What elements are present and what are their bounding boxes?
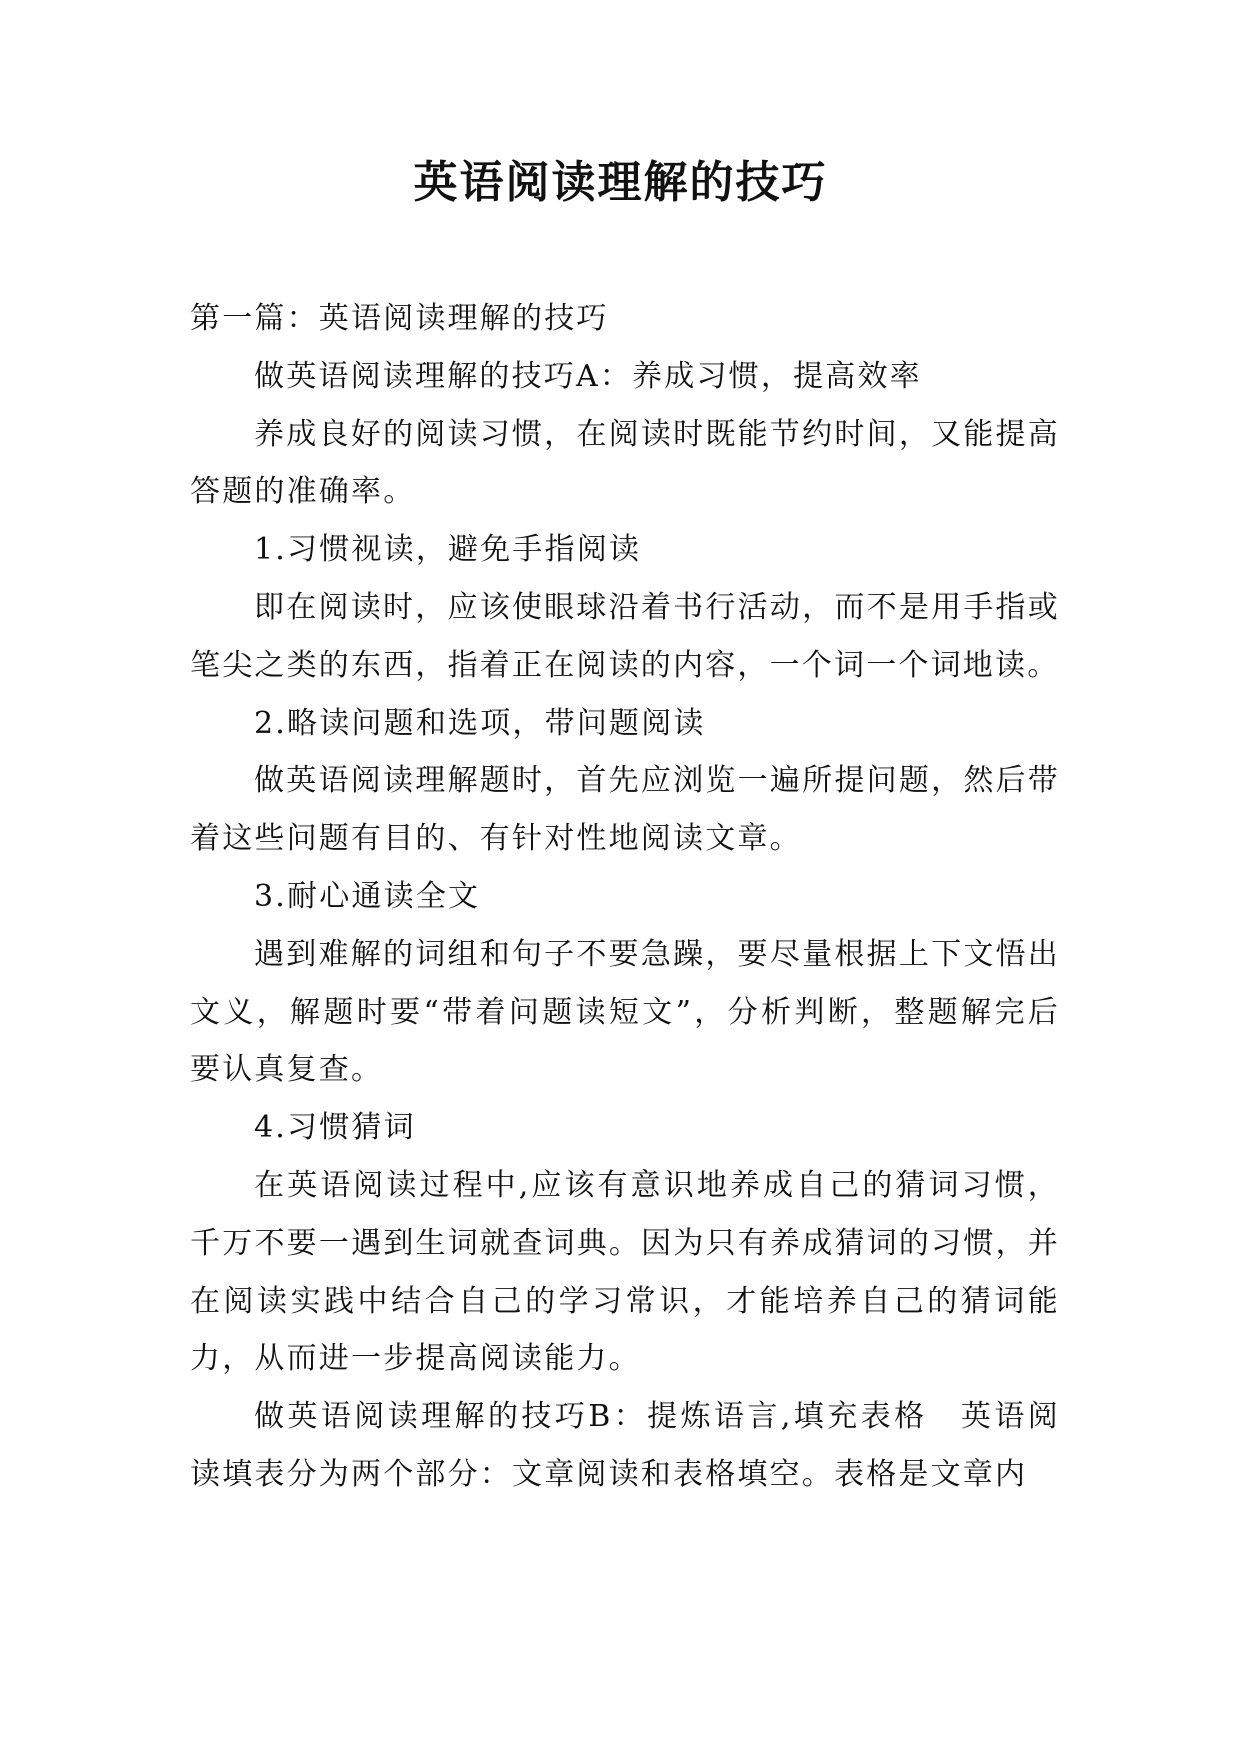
paragraph: 遇到难解的词组和句子不要急躁，要尽量根据上下文悟出文义，解题时要“带着问题读短文”，分析判断，整题解完后要认真复查。 [190, 936, 1060, 1088]
paragraph: 养成良好的阅读习惯，在阅读时既能节约时间，又能提高答题的准确率。 [190, 416, 1060, 510]
paragraph-list-heading: 1.习惯视读，避免手指阅读 [254, 532, 642, 568]
document-title: 英语阅读理解的技巧 [413, 157, 828, 208]
paragraph-list-heading: 2.略读问题和选项，带问题阅读 [254, 705, 706, 741]
paragraph-list-heading: 4.习惯猜词 [254, 1110, 416, 1146]
paragraph: 做英语阅读理解的技巧B：提炼语言,填充表格 英语阅读填表分为两个部分：文章阅读和表格填空。表格是文章内 [190, 1399, 1060, 1492]
paragraph: 即在阅读时，应该使眼球沿着书行活动，而不是用手指或笔尖之类的东西，指着正在阅读的内容，一个词一个词地读。 [190, 589, 1060, 683]
paragraph: 做英语阅读理解的技巧A：养成习惯，提高效率 [254, 358, 922, 394]
document-body [190, 290, 1060, 1504]
paragraph-list-heading: 3.耐心通读全文 [254, 878, 481, 914]
paragraph-section-heading: 第一篇：英语阅读理解的技巧 [190, 301, 609, 336]
paragraph: 在英语阅读过程中,应该有意识地养成自己的猜词习惯，千万不要一遇到生词就查词典。因为只有养成猜词的习惯，并在阅读实践中结合自己的学习常识，才能培养自己的猜词能力，从而进一步提高阅读能力。 [190, 1167, 1060, 1377]
paragraph: 做英语阅读理解题时，首先应浏览一遍所提问题，然后带着这些问题有目的、有针对性地阅读文章。 [190, 763, 1060, 857]
